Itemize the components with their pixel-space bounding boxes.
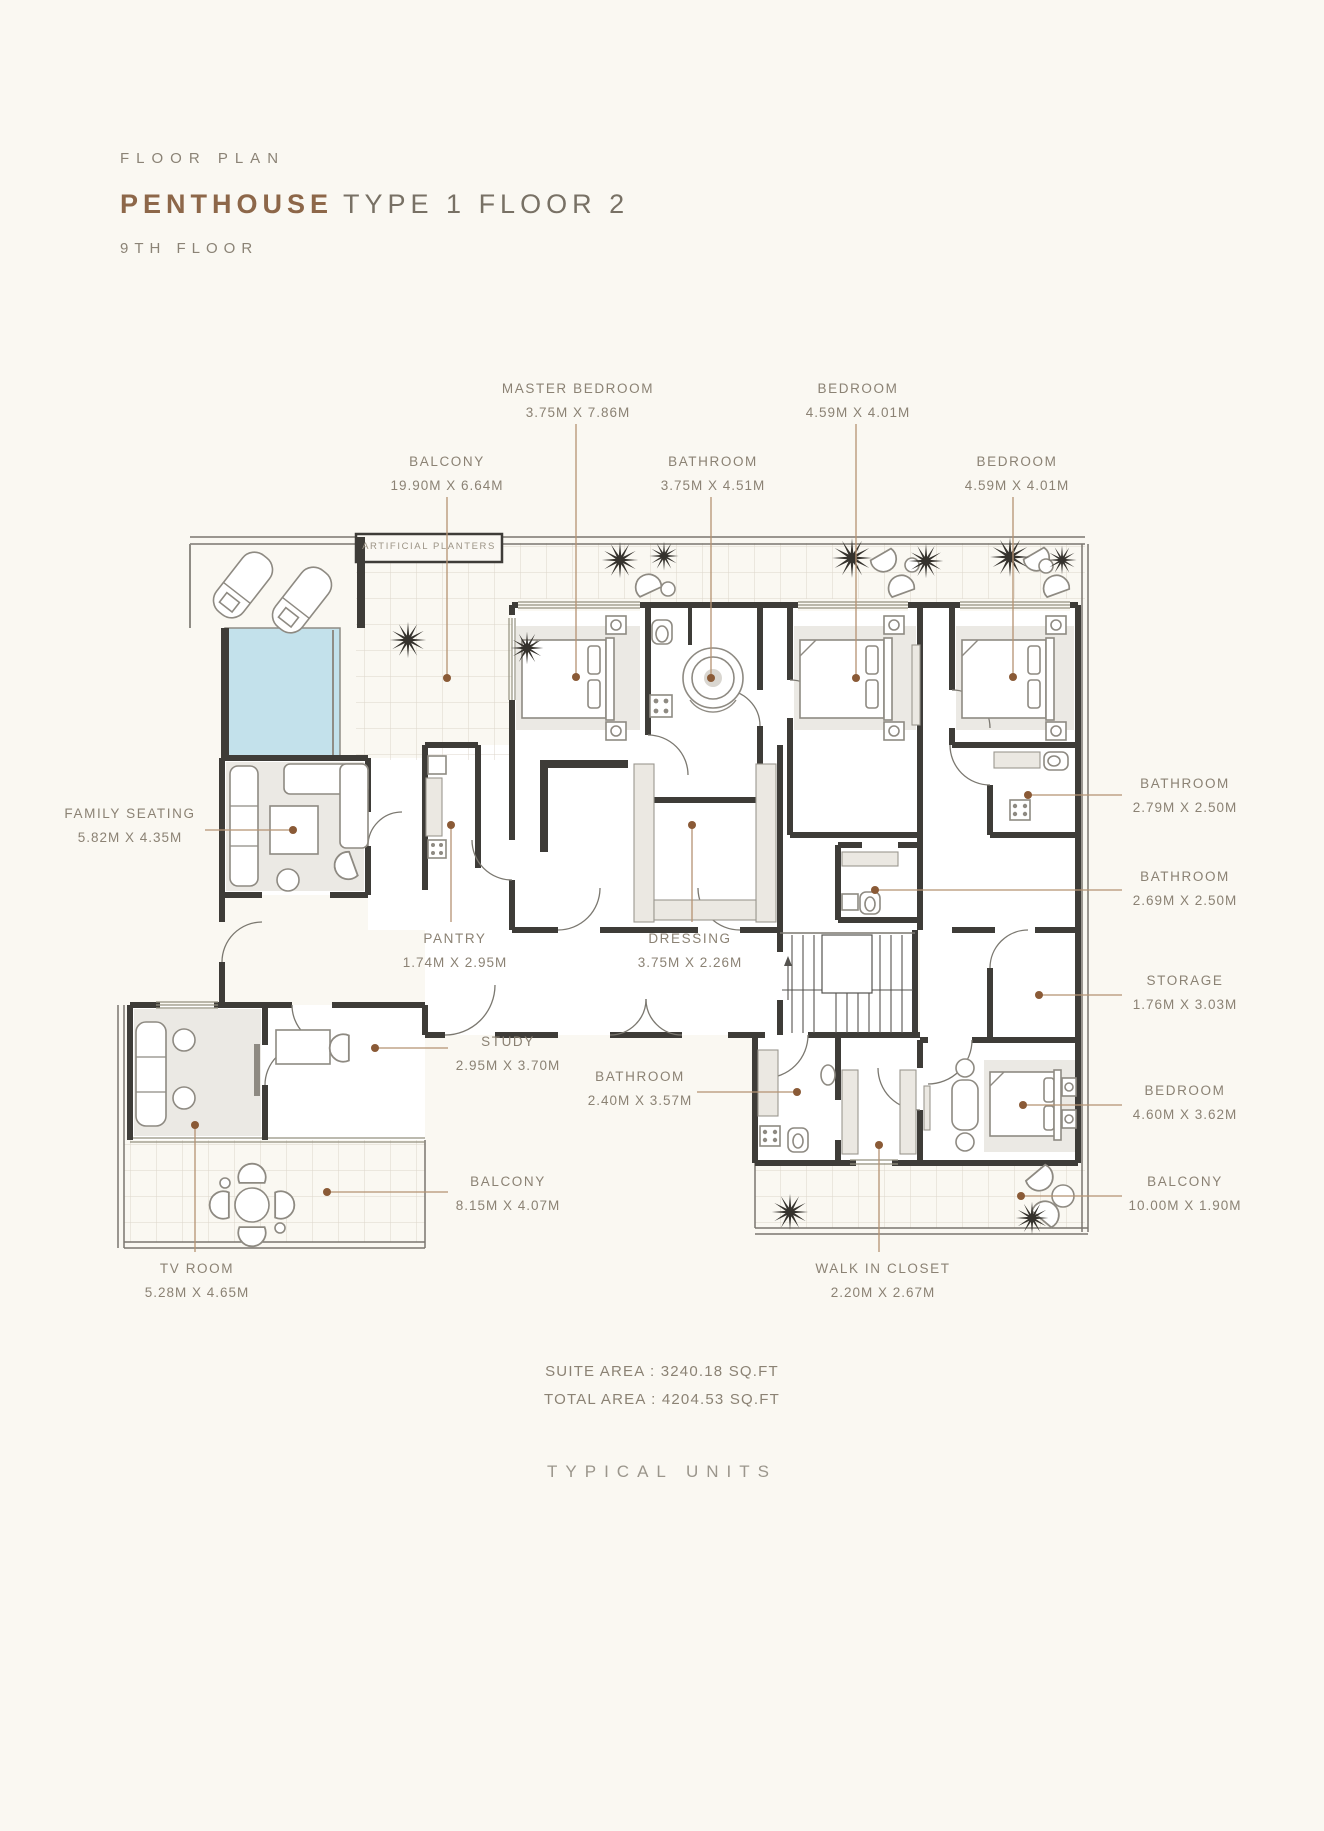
- room-label-master-bedroom: MASTER BEDROOM 3.75M X 7.86M: [501, 381, 655, 420]
- room-label-study: STUDY 2.95M X 3.70M: [455, 1034, 561, 1073]
- room-label-walk-in-closet: WALK IN CLOSET 2.20M X 2.67M: [815, 1261, 951, 1300]
- room-label-tv-room: TV ROOM 5.28M X 4.65M: [144, 1261, 250, 1300]
- room-label-bathroom-240: BATHROOM 2.40M X 3.57M: [587, 1069, 693, 1108]
- room-label-pantry: PANTRY 1.74M X 2.95M: [402, 931, 508, 970]
- room-label-balcony-left: BALCONY 8.15M X 4.07M: [455, 1174, 561, 1213]
- room-label-balcony-right: BALCONY 10.00M X 1.90M: [1128, 1174, 1242, 1213]
- artificial-planters-label: ARTIFICIAL PLANTERS: [362, 541, 496, 552]
- area-summary: [0, 1358, 1324, 1414]
- room-label-bathroom-master: BATHROOM 3.75M X 4.51M: [660, 454, 766, 493]
- study-furniture: [276, 1030, 349, 1064]
- room-label-bathroom-269: BATHROOM 2.69M X 2.50M: [1132, 869, 1238, 908]
- page-title-bold: PENTHOUSE: [120, 189, 334, 219]
- room-label-family-seating: FAMILY SEATING 5.82M X 4.35M: [64, 806, 196, 845]
- pool: [225, 628, 340, 758]
- typical-units-caption: TYPICAL UNITS: [547, 1462, 777, 1481]
- room-label-bedroom-4: BEDROOM 4.60M X 3.62M: [1132, 1083, 1238, 1122]
- lounge-chair: [266, 561, 337, 639]
- suite-area-text: SUITE AREA : 3240.18 SQ.FT: [545, 1363, 779, 1380]
- room-label-bedroom-2: BEDROOM 4.59M X 4.01M: [964, 454, 1070, 493]
- room-label-dressing: DRESSING 3.75M X 2.26M: [637, 931, 743, 970]
- room-label-balcony-top: BALCONY 19.90M X 6.64M: [390, 454, 504, 493]
- total-area-text: TOTAL AREA : 4204.53 SQ.FT: [543, 1391, 780, 1408]
- tv-console: [912, 645, 920, 725]
- lounge-chair: [207, 546, 278, 624]
- page-title-rest: TYPE 1 FLOOR 2: [343, 189, 630, 219]
- room-label-bedroom-1: BEDROOM 4.59M X 4.01M: [805, 381, 911, 420]
- room-label-storage: STORAGE 1.76M X 3.03M: [1132, 973, 1238, 1012]
- eyebrow-label: FLOOR PLAN: [120, 150, 286, 167]
- room-label-bathroom-279: BATHROOM 2.79M X 2.50M: [1132, 776, 1238, 815]
- floor-subtitle: 9TH FLOOR: [120, 240, 259, 257]
